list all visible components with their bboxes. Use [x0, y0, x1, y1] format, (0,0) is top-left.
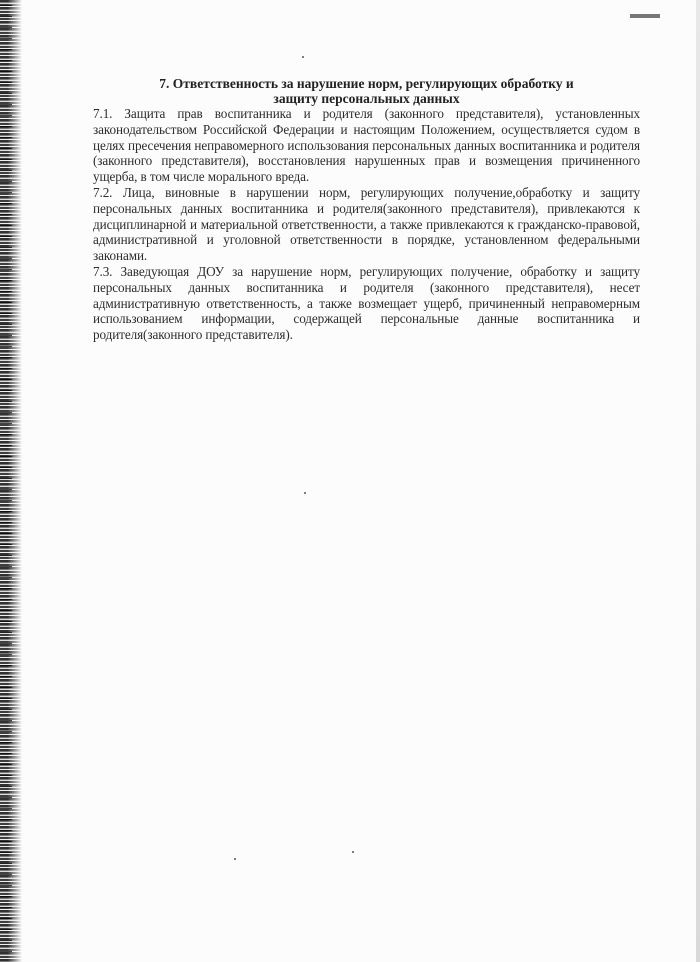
right-page-edge [696, 0, 700, 962]
corner-scan-mark [630, 14, 660, 18]
scan-speck [302, 56, 304, 58]
scan-speck [352, 851, 354, 853]
paragraph-7-2: 7.2. Лица, виновные в нарушении норм, регулирующих получение,обработку и защиту персональных данных воспитанника и родителя(законного представителя), привлекаются к дисциплинарной и материальной ответственности, а также привлекаются к гражданско-правовой, административной и уголовной ответственности в порядке, установленном федеральными законами. [93, 184, 640, 264]
paragraph-7-3: 7.3. Заведующая ДОУ за нарушение норм, регулирующих получение, обработку и защиту персональных данных воспитанника и родителя (законного представителя), несет административную ответственность, а также возмещает ущерб, причиненный неправомерным использованием информации, содержащей персональные данные воспитанника и родителя(законного представителя). [93, 263, 640, 343]
binding-edge-lines [0, 0, 12, 962]
section-heading-line-1: 7. Ответственность за нарушение норм, регулирующих обработку и [159, 76, 574, 91]
scan-speck [234, 858, 236, 860]
scan-speck [304, 492, 306, 494]
section-heading-line-2: защиту персональных данных [273, 91, 460, 106]
paragraph-7-1: 7.1. Защита прав воспитанника и родителя (законного представителя), установленных законодательством Российской Федерации и настоящим Положением, осуществляется судом в целях пресечения неправомерного использования персональных данных воспитанника и родителя (законного представителя), восстановления нарушенных прав и возмещения причиненного ущерба, в том числе морального вреда. [93, 106, 640, 185]
document-body [93, 76, 640, 343]
